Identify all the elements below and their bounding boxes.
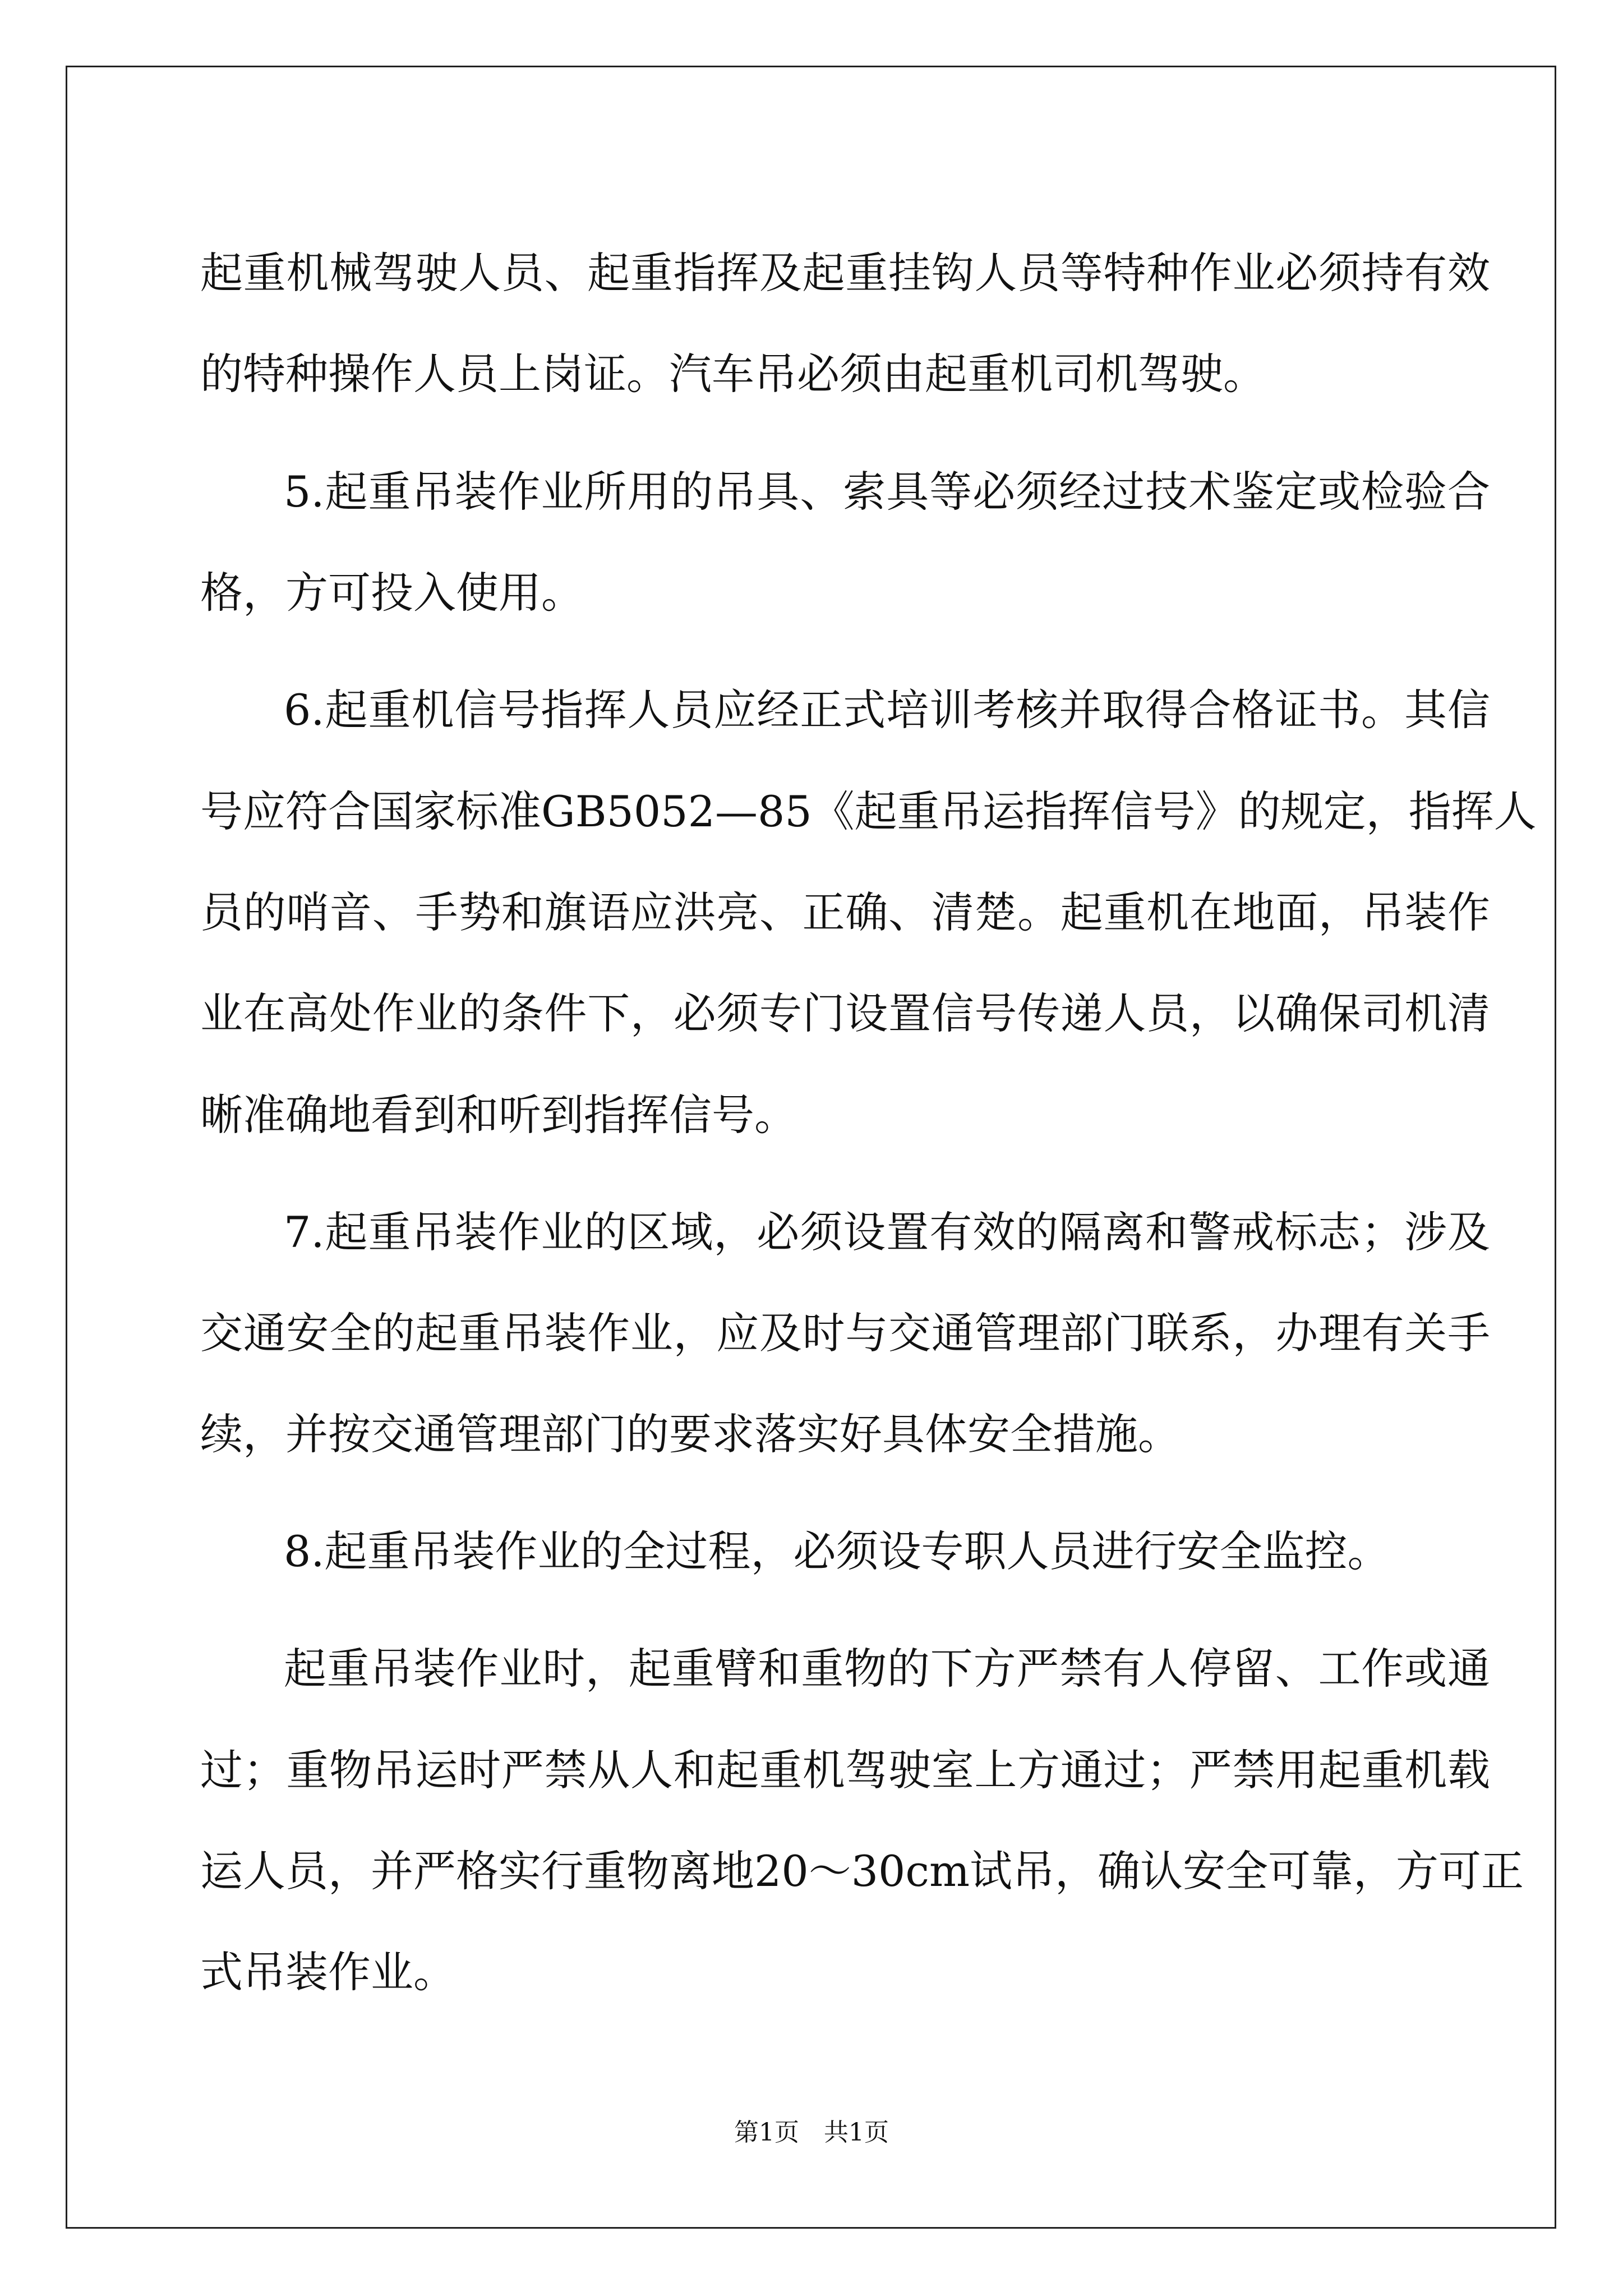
text-line: 续，并按交通管理部门的要求落实好具体安全措施。: [200, 1409, 1181, 1459]
page-number-footer: 第1页 共1页: [734, 2118, 889, 2147]
paragraph-5-line: 5.起重吊装作业所用的吊具、索具等必须经过技术鉴定或检验合: [284, 467, 1490, 517]
text-line: 员的哨音、手势和旗语应洪亮、正确、清楚。起重机在地面，吊装作: [200, 887, 1490, 937]
page-frame: [66, 66, 1556, 2229]
text-line: 起重机械驾驶人员、起重指挥及起重挂钩人员等特种作业必须持有效: [200, 248, 1490, 298]
text-line: 格，方可投入使用。: [200, 568, 584, 618]
text-line: 晰准确地看到和听到指挥信号。: [200, 1090, 797, 1140]
paragraph-9-line: 起重吊装作业时，起重臂和重物的下方严禁有人停留、工作或通: [284, 1644, 1490, 1694]
paragraph-6-line: 6.起重机信号指挥人员应经正式培训考核并取得合格证书。其信: [284, 685, 1490, 735]
text-line: 号应符合国家标准GB5052—85《起重吊运指挥信号》的规定，指挥人: [200, 786, 1537, 836]
text-line: 过；重物吊运时严禁从人和起重机驾驶室上方通过；严禁用起重机载: [200, 1745, 1490, 1795]
paragraph-8-line: 8.起重吊装作业的全过程，必须设专职人员进行安全监控。: [284, 1526, 1390, 1576]
paragraph-7-line: 7.起重吊装作业的区域，必须设置有效的隔离和警戒标志；涉及: [284, 1207, 1490, 1257]
text-line: 的特种操作人员上岗证。汽车吊必须由起重机司机驾驶。: [200, 349, 1266, 399]
text-line: 交通安全的起重吊装作业，应及时与交通管理部门联系，办理有关手: [200, 1308, 1490, 1358]
text-line: 业在高处作业的条件下，必须专门设置信号传递人员，以确保司机清: [200, 988, 1490, 1038]
text-line: 式吊装作业。: [200, 1947, 456, 1997]
text-line: 运人员，并严格实行重物离地20～30cm试吊，确认安全可靠，方可正: [200, 1846, 1524, 1896]
